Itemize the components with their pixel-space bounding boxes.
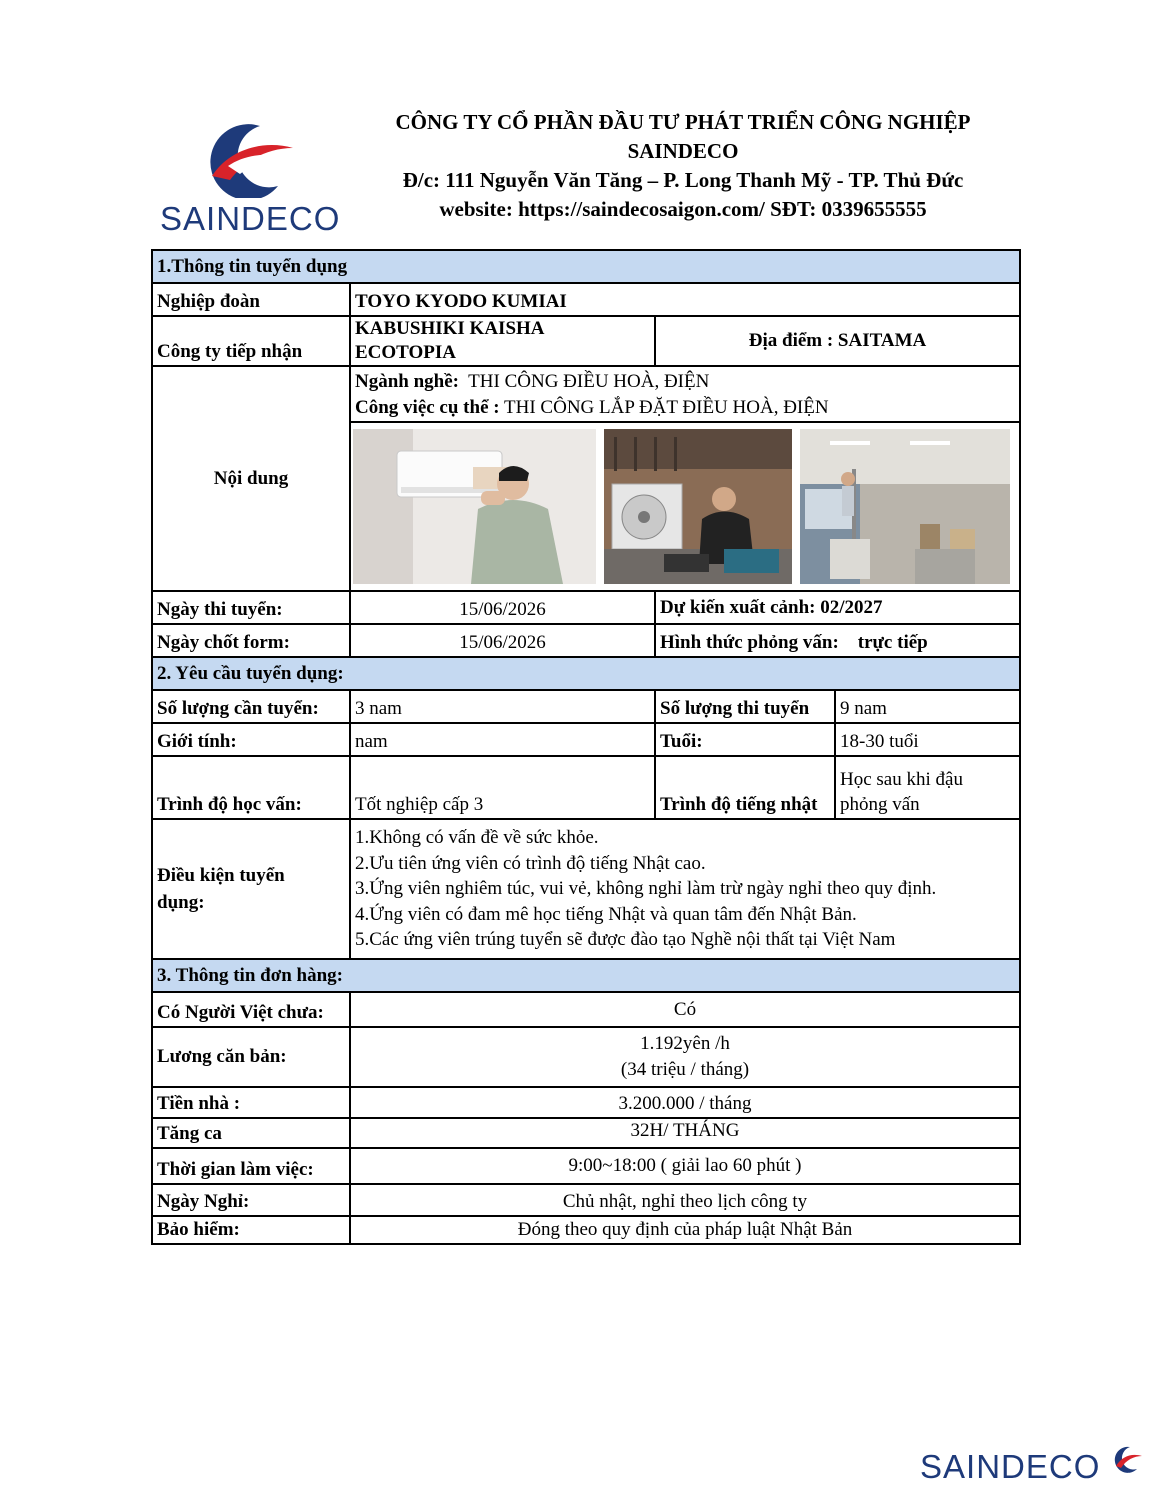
tang-ca-label: Tăng ca (152, 1118, 350, 1148)
thoi-gian-lam-viec-value: 9:00~18:00 ( giải lao 60 phút ) (350, 1148, 1020, 1184)
company-name: CÔNG TY CỔ PHẦN ĐẦU TƯ PHÁT TRIỂN CÔNG NGHIỆP (395, 110, 971, 134)
trinh-do-tieng-nhat-line2: phỏng vấn (840, 794, 920, 815)
so-luong-thi-tuyen-value: 9 nam (835, 690, 1020, 723)
gioi-tinh-value: nam (350, 723, 655, 756)
company-header (342, 108, 1024, 224)
table-row (152, 283, 1020, 316)
section-1-title: 1.Thông tin tuyển dụng (152, 250, 1020, 283)
table-row (152, 316, 1020, 366)
recruitment-table (151, 249, 1021, 1245)
table-row (152, 1027, 1020, 1087)
nghiep-doan-label: Nghiệp đoàn (152, 283, 350, 316)
tuoi-value: 18-30 tuổi (835, 723, 1020, 756)
list-item: 1.Không có vấn đề về sức khỏe. (355, 827, 599, 849)
ngay-chot-form-label: Ngày chốt form: (152, 624, 350, 657)
luong-can-ban-line1: 1.192yên /h (640, 1033, 730, 1054)
cong-ty-label: Công ty tiếp nhận (152, 316, 350, 366)
luong-can-ban-line2: (34 triệu / tháng) (620, 1059, 750, 1080)
nghiep-doan-value: TOYO KYODO KUMIAI (350, 283, 1020, 316)
bao-hiem-label: Bảo hiểm: (152, 1216, 350, 1244)
photo-outdoor-unit (604, 429, 792, 584)
hinh-thuc-label: Hình thức phỏng vấn: (660, 632, 839, 653)
table-row (152, 366, 1020, 591)
nganh-nghe-value: THI CÔNG ĐIỀU HOÀ, ĐIỆN (468, 371, 710, 392)
du-kien-xuat-canh: Dự kiến xuất cảnh: 02/2027 (655, 591, 1020, 624)
table-row (152, 819, 1020, 959)
noi-dung-label: Nội dung (152, 366, 350, 591)
logo-text: SAINDECO (160, 200, 341, 237)
so-luong-can-tuyen-label: Số lượng cần tuyển: (152, 690, 350, 723)
cong-viec-label: Công việc cụ thể : (355, 397, 500, 418)
photo-office-ceiling (800, 429, 1010, 584)
footer-logo (920, 1448, 1130, 1492)
table-row (152, 1184, 1020, 1216)
luong-can-ban-label: Lương căn bản: (152, 1027, 350, 1087)
table-row (152, 591, 1020, 624)
table-row (152, 624, 1020, 657)
trinh-do-tieng-nhat-value (835, 756, 1020, 819)
list-item: 3.Ứng viên nghiêm túc, vui vẻ, không nghỉ làm trừ ngày nghỉ theo quy định. (355, 878, 937, 900)
cong-ty-value-line1: KABUSHIKI KAISHA (355, 318, 545, 339)
tien-nha-label: Tiền nhà : (152, 1087, 350, 1118)
cong-ty-value (350, 316, 655, 366)
nganh-nghe-line (355, 369, 1015, 395)
dieu-kien-label-line1: Điều kiện tuyển (157, 865, 285, 886)
cong-ty-value-line2: ECOTOPIA (355, 342, 457, 363)
section-3-title: 3. Thông tin đơn hàng: (152, 959, 1020, 992)
trinh-do-tieng-nhat-line1: Học sau khi đậu (840, 769, 963, 790)
nguoi-viet-label: Có Người Việt chưa: (152, 992, 350, 1027)
ngay-nghi-value: Chủ nhật, nghỉ theo lịch công ty (350, 1184, 1020, 1216)
table-row (152, 1148, 1020, 1184)
luong-can-ban-value (350, 1027, 1020, 1087)
ngay-nghi-label: Ngày Nghỉ: (152, 1184, 350, 1216)
list-item: 2.Ưu tiên ứng viên có trình độ tiếng Nhật cao. (355, 852, 706, 874)
so-luong-thi-tuyen-label: Số lượng thi tuyển (655, 690, 835, 723)
noi-dung-content (350, 366, 1020, 591)
trinh-do-hoc-van-label: Trình độ học vấn: (152, 756, 350, 819)
thoi-gian-lam-viec-label: Thời gian làm việc: (152, 1148, 350, 1184)
trinh-do-tieng-nhat-label: Trình độ tiếng nhật (655, 756, 835, 819)
section-3-header (152, 959, 1020, 992)
ngay-thi-tuyen-value: 15/06/2026 (350, 591, 655, 624)
tuoi-label: Tuổi: (655, 723, 835, 756)
hinh-thuc-phong-van (655, 624, 1020, 657)
company-address: Đ/c: 111 Nguyễn Văn Tăng – P. Long Thanh Mỹ - TP. Thủ Đức (402, 168, 964, 192)
table-row (152, 756, 1020, 819)
table-row (152, 690, 1020, 723)
trinh-do-hoc-van-value: Tốt nghiệp cấp 3 (350, 756, 655, 819)
tien-nha-value: 3.200.000 / tháng (350, 1087, 1020, 1118)
dieu-kien-label-line2: dụng: (157, 892, 205, 913)
company-logo (160, 118, 340, 238)
list-item: 4.Ứng viên có đam mê học tiếng Nhật và quan tâm đến Nhật Bản. (355, 903, 857, 925)
logo-emblem-icon (160, 118, 340, 198)
hinh-thuc-value: trực tiếp (857, 632, 928, 653)
ngay-chot-form-value: 15/06/2026 (350, 624, 655, 657)
table-row (152, 723, 1020, 756)
bao-hiem-value: Đóng theo quy định của pháp luật Nhật Bản (350, 1216, 1020, 1244)
dia-diem: Địa điểm : SAITAMA (655, 316, 1020, 366)
dieu-kien-label (152, 819, 350, 959)
list-item: 5.Các ứng viên trúng tuyển sẽ được đào tạo Nghề nội thất tại Việt Nam (355, 929, 896, 951)
footer-logo-text: SAINDECO (920, 1448, 1101, 1485)
nganh-nghe-label: Ngành nghề: (355, 371, 459, 392)
table-row (152, 1087, 1020, 1118)
dieu-kien-list (350, 819, 1020, 959)
table-row (152, 992, 1020, 1027)
gioi-tinh-label: Giới tính: (152, 723, 350, 756)
table-row (152, 1216, 1020, 1244)
ngay-thi-tuyen-label: Ngày thi tuyển: (152, 591, 350, 624)
section-2-title: 2. Yêu cầu tuyển dụng: (152, 657, 1020, 690)
section-2-header (152, 657, 1020, 690)
cong-viec-value: THI CÔNG LẮP ĐẶT ĐIỀU HOÀ, ĐIỆN (504, 397, 829, 418)
cong-viec-line (355, 395, 1015, 421)
section-1-header (152, 250, 1020, 283)
footer-emblem-icon (1110, 1444, 1144, 1478)
so-luong-can-tuyen-value: 3 nam (350, 690, 655, 723)
photo-ac-install (353, 429, 596, 584)
company-contact: website: https://saindecosaigon.com/ SĐT: 0339655555 (439, 197, 927, 221)
tang-ca-value: 32H/ THÁNG (350, 1118, 1020, 1148)
job-photos (351, 423, 1019, 590)
nguoi-viet-value: Có (350, 992, 1020, 1027)
company-name-short: SAINDECO (627, 139, 739, 163)
table-row (152, 1118, 1020, 1148)
